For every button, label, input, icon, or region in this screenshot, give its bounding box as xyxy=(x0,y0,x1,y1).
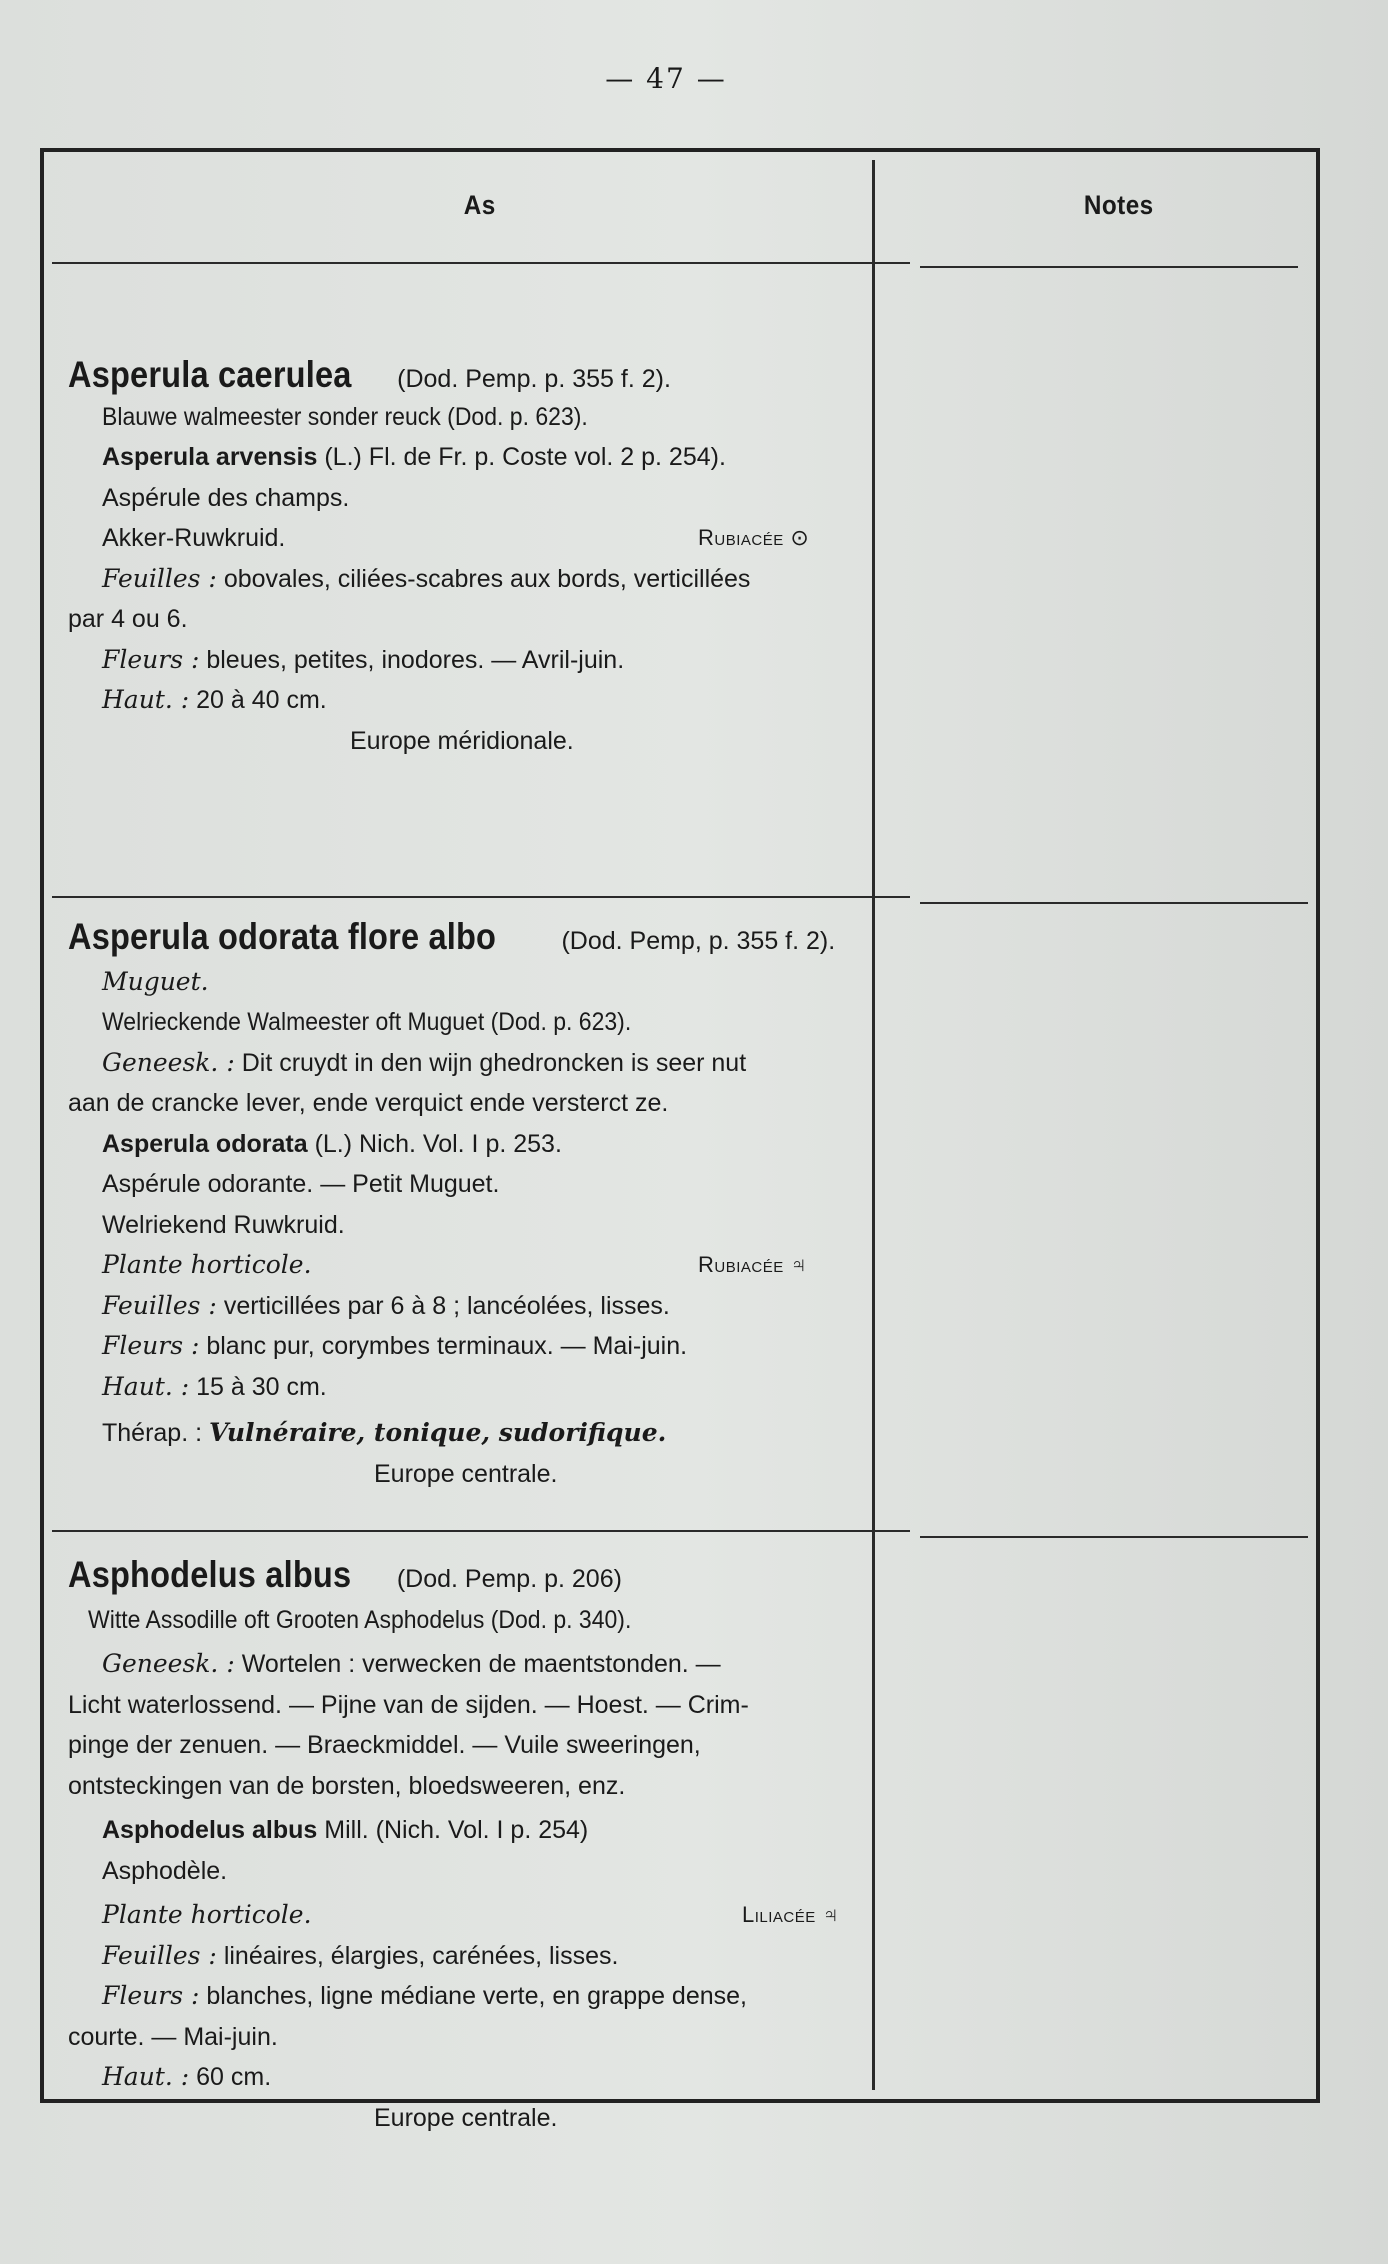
family-label: Rubiacée ♃ xyxy=(698,1252,808,1277)
plante-horticole: Plante horticole. xyxy=(102,1250,312,1279)
synonym-ref: Mill. (Nich. Vol. I p. 254) xyxy=(324,1816,589,1844)
haut-text: 20 à 40 cm. xyxy=(196,686,327,714)
family-label: Liliacée ♃ xyxy=(742,1902,840,1927)
fleurs-label: Fleurs : xyxy=(102,1331,200,1360)
geneesk-label: Geneesk. : xyxy=(102,1047,235,1077)
dutch-name-line: Welrieckende Walmeester oft Muguet (Dod. p. 623). xyxy=(102,1008,632,1036)
fleurs-label: Fleurs : xyxy=(102,1981,200,2010)
synonym-ref: (L.) Fl. de Fr. p. Coste vol. 2 p. 254). xyxy=(324,443,726,471)
plante-horticole: Plante horticole. xyxy=(102,1900,312,1929)
geneesk-line-3: pinge der zenuen. — Braeckmiddel. — Vuile sweeringen, xyxy=(68,1731,701,1759)
entry-title: Asperula caerulea xyxy=(68,354,352,395)
entry-asperula-odorata xyxy=(68,914,898,1494)
haut-label: Haut. : xyxy=(102,1371,190,1401)
nl-common-name: Akker-Ruwkruid. xyxy=(102,524,286,552)
synonym-bold: Asperula arvensis xyxy=(102,443,318,471)
geneesk-text: Wortelen : verwecken de maentstonden. — xyxy=(241,1650,721,1678)
region: Europe centrale. xyxy=(374,2103,558,2132)
haut-label: Haut. : xyxy=(102,2062,190,2091)
geneesk-label: Geneesk. : xyxy=(102,1649,235,1678)
entry-divider-right-2 xyxy=(920,1536,1308,1538)
entry-asphodelus-albus xyxy=(68,1552,898,2138)
entry-divider-left xyxy=(52,896,910,898)
region: Europe méridionale. xyxy=(350,726,574,755)
entry-asperula-caerulea xyxy=(68,352,898,761)
column-header-notes: Notes xyxy=(1083,190,1154,220)
entry-divider-left-2 xyxy=(52,1530,910,1532)
feuilles-text: linéaires, élargies, carénées, lisses. xyxy=(223,1941,619,1970)
feuilles-continued: par 4 ou 6. xyxy=(68,605,188,633)
fleurs-text: bleues, petites, inodores. — Avril-juin. xyxy=(206,645,625,674)
french-name: Aspérule des champs. xyxy=(102,483,350,512)
entry-title-ref: (Dod. Pemp, p. 355 f. 2). xyxy=(561,927,836,955)
header-rule-right xyxy=(920,266,1298,268)
geneesk-line-4: ontsteckingen van de borsten, bloedsweeren, enz. xyxy=(68,1771,626,1800)
entry-title-ref: (Dod. Pemp. p. 206) xyxy=(396,1565,622,1593)
haut-label: Haut. : xyxy=(102,685,190,714)
fleurs-text: blanc pur, corymbes terminaux. — Mai-juin. xyxy=(206,1332,688,1360)
entry-divider-right xyxy=(920,902,1308,904)
feuilles-label: Feuilles : xyxy=(102,1290,217,1320)
geneesk-text: Dit cruydt in den wijn ghedroncken is seer nut xyxy=(241,1048,747,1077)
feuilles-text: verticillées par 6 à 8 ; lancéolées, lisses. xyxy=(223,1291,670,1320)
dutch-name-line: Witte Assodille oft Grooten Asphodelus (Dod. p. 340). xyxy=(88,1605,632,1634)
feuilles-text: obovales, ciliées-scabres aux bords, verticillées xyxy=(223,564,751,593)
synonym-bold: Asphodelus albus xyxy=(102,1816,318,1844)
therap-label: Thérap. : xyxy=(102,1419,203,1447)
fleurs-label: Fleurs : xyxy=(102,644,200,674)
french-name: Asphodèle. xyxy=(102,1856,228,1885)
synonym-bold: Asperula odorata xyxy=(102,1129,308,1158)
french-name: Aspérule odorante. — Petit Muguet. xyxy=(102,1170,500,1198)
geneesk-line-2: Licht waterlossend. — Pijne van de sijden. — Hoest. — Crim- xyxy=(68,1690,749,1719)
feuilles-label: Feuilles : xyxy=(102,563,217,593)
entry-title: Asperula odorata flore albo xyxy=(68,916,497,957)
haut-text: 15 à 30 cm. xyxy=(196,1372,327,1401)
entry-title: Asphodelus albus xyxy=(68,1554,352,1595)
page-number: — 47 — xyxy=(605,62,727,95)
synonym-ref: (L.) Nich. Vol. I p. 253. xyxy=(314,1129,562,1158)
column-header-as: As xyxy=(463,190,496,220)
therap-text: Vulnéraire, tonique, sudorifique. xyxy=(209,1418,667,1447)
muguet-label: Muguet. xyxy=(102,966,209,996)
haut-text: 60 cm. xyxy=(196,2063,272,2091)
geneesk-continued: aan de crancke lever, ende verquict ende versterct ze. xyxy=(68,1089,669,1117)
fleurs-text: blanches, ligne médiane verte, en grappe dense, xyxy=(206,1982,747,2010)
region: Europe centrale. xyxy=(374,1459,558,1488)
dutch-name-line: Blauwe walmeester sonder reuck (Dod. p. 623). xyxy=(102,402,588,431)
nl-common-name: Welriekend Ruwkruid. xyxy=(102,1210,345,1239)
feuilles-label: Feuilles : xyxy=(102,1940,217,1970)
entry-title-ref: (Dod. Pemp. p. 355 f. 2). xyxy=(397,365,671,393)
family-label: Rubiacée ⊙ xyxy=(698,525,810,550)
fleurs-continued: courte. — Mai-juin. xyxy=(68,2022,278,2051)
header-rule-left xyxy=(52,262,910,264)
